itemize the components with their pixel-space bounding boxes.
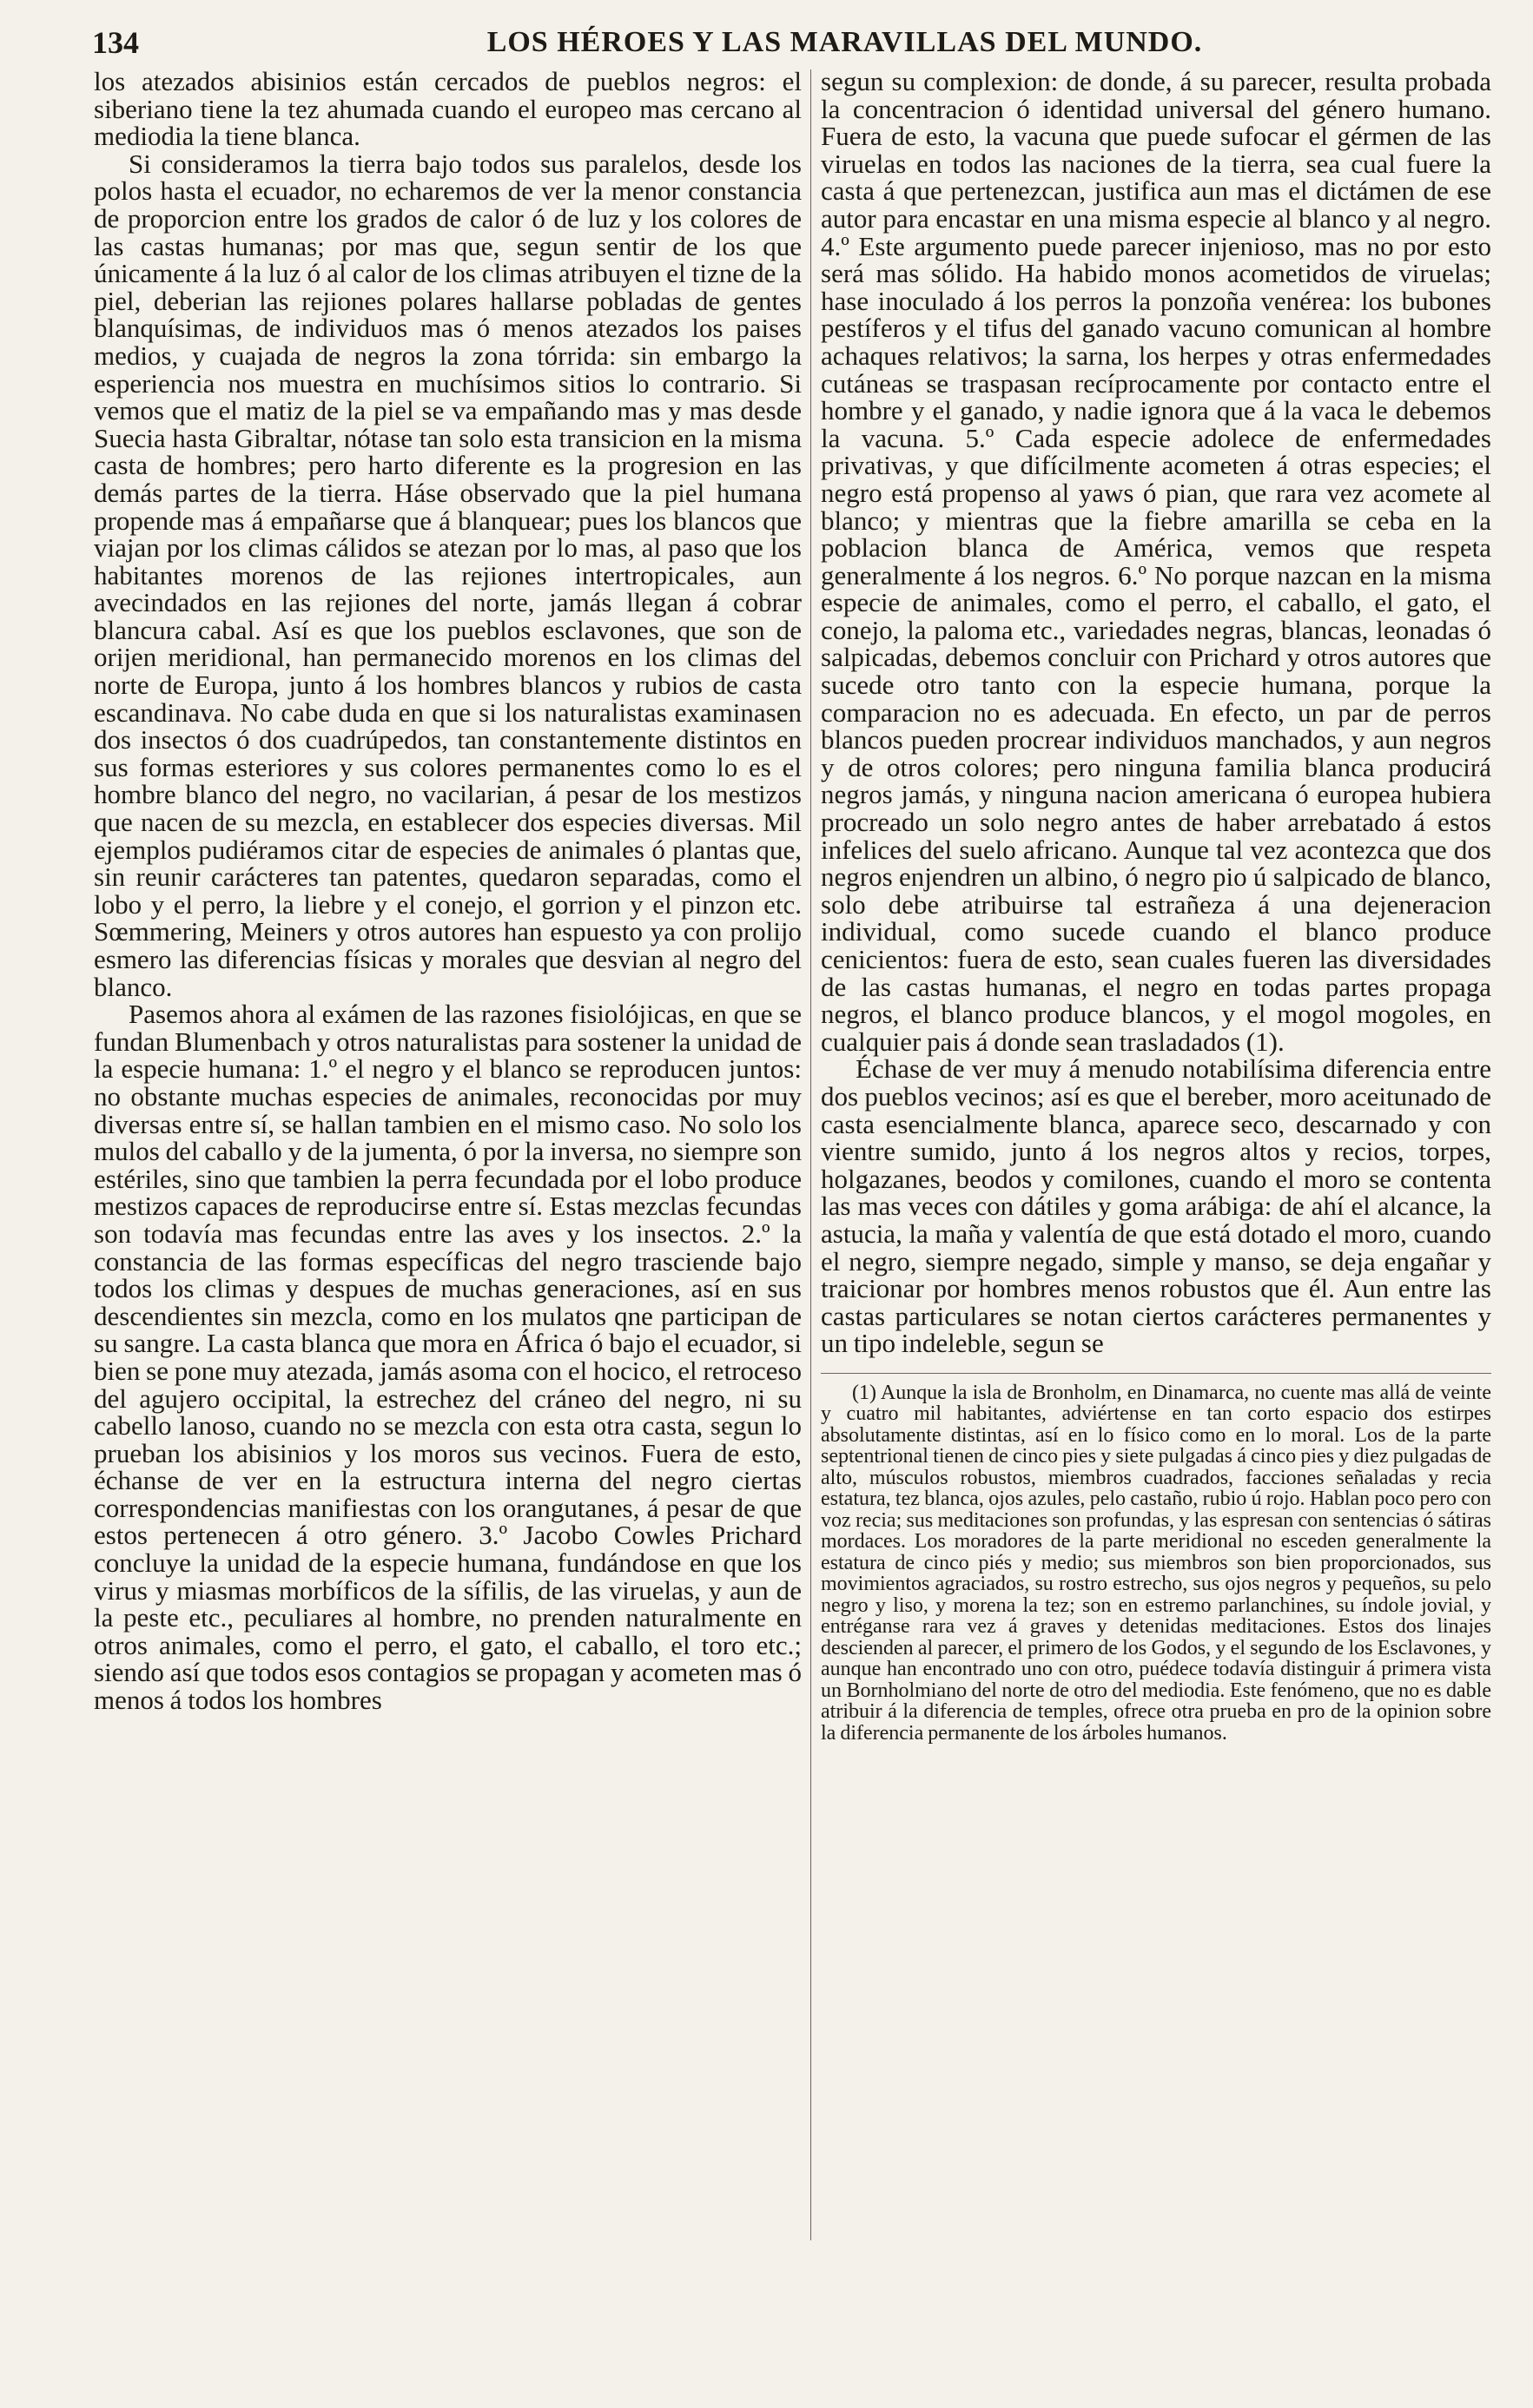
left-paragraph-1: los atezados abisinios están cercados de pueblos negros: el siberiano tiene la tez ahumada cuando el europeo mas cercano al mediodia la tiene blanca. (94, 66, 802, 152)
footnote: (1) Aunque la isla de Bronholm, en Dinamarca, no cuente mas allá de veinte y cuatro mil habitantes, adviértense en tan corto espacio dos estirpes absolutamente distintas, así en lo físico como en lo moral. Los de la parte septentrional tienen de cinco pies y siete pulgadas á cinco pies y diez pulgadas de alto, músculos robustos, miembros cuadrados, facciones señaladas y recia estatura, tez blanca, ojos azules, pelo castaño, rubio ú rojo. Hablan poco pero con voz recia; sus meditaciones son profundas, y las espresan con sentencias ó sátiras mordaces. Los moradores de la parte meridional no esceden generalmente la estatura de cinco piés y medio; sus miembros son bien proporcionados, sus movimientos agraciados, su rostro estrecho, sus ojos negros y pequeños, su pelo negro y liso, y morena la tez; son en estremo parlanchines, su índole jovial, y entréganse rara vez á graves y detenidas meditaciones. Estos dos linajes descienden al parecer, el primero de los Godos, y el segundo de los Esclavones, y aunque han encontrado uno con otro, puédece todavía distinguir á primera vista un Bornholmiano del norte de otro del mediodia. Este fenómeno, que no es dable atribuir á la diferencia de temples, ofrece otra prueba en pro de la opinion sobre la diferencia permanente de los árboles humanos. (821, 1381, 1491, 1745)
left-paragraph-2: Si consideramos la tierra bajo todos sus paralelos, desde los polos hasta el ecuador, no echaremos de ver la menor constancia de proporcion entre los grados de calor ó de luz y los colores de las castas humanas; por mas que, segun sentir de los que únicamente á la luz ó al calor de los climas atribuyen el tizne de la piel, deberian las rejiones polares hallarse pobladas de gentes blanquísimas, de individuos mas ó menos atezados los paises medios, y cuajada de negros la zona tórrida: sin embargo la esperiencia nos muestra en muchísimos sitios lo contrario. Si vemos que el matiz de la piel se va empañando mas y mas desde Suecia hasta Gibraltar, nótase tan solo esta transicion en la misma casta de hombres; pero harto diferente es la progresion en las demás partes de la tierra. Háse observado que la piel humana propende mas á empañarse que á blanquear; pues los blancos que viajan por los climas cálidos se atezan por lo mas, al paso que los habitantes morenos de las rejiones intertropicales, aun avecindados en las rejiones del norte, jamás llegan á cobrar blancura cabal. Así es que los pueblos esclavones, que son de orijen meridional, han permanecido morenos en los climas del norte de Europa, junto á los hombres blancos y rubios de casta escandinava. No cabe duda en que si los naturalistas examinasen dos insectos ó dos cuadrúpedos, tan constantemente distintos en sus formas esteriores y sus colores permanentes como lo es el hombre blanco del negro, no vacilarian, á pesar de los mestizos que nacen de su mezcla, en establecer dos especies diversas. Mil ejemplos pudiéramos citar de especies de animales ó plantas que, sin reunir carácteres tan patentes, quedaron separadas, como el lobo y el perro, la liebre y el conejo, el gorrion y el pinzon etc. Sœmmering, Meiners y otros autores han espuesto ya con prolijo esmero las diferencias físicas y morales que desvian al negro del blanco. (94, 148, 802, 1002)
page-number: 134 (92, 25, 139, 60)
left-column (94, 68, 802, 1714)
right-body (821, 68, 1491, 1357)
running-title: LOS HÉROES Y LAS MARAVILLAS DEL MUNDO. (486, 26, 1203, 58)
page-header (87, 24, 1498, 68)
footnote-rule (821, 1373, 1491, 1374)
left-paragraph-3: Pasemos ahora al exámen de las razones fisiolójicas, en que se fundan Blumenbach y otros naturalistas para sostener la unidad de la especie humana: 1.º el negro y el blanco se reproducen juntos: no obstante muchas especies de animales, reconocidas por muy diversas entre sí, se hallan tambien en el mismo caso. No solo los mulos del caballo y de la jumenta, ó por la inversa, no siempre son estériles, sino que tambien la perra fecundada por el lobo produce mestizos capaces de reproducirse entre sí. Estas mezclas fecundas son todavía mas fecundas entre las aves y los insectos. 2.º la constancia de las formas específicas del negro trasciende bajo todos los climas y despues de muchas generaciones, así en sus descendientes sin mezcla, como en los mulatos qne participan de su sangre. La casta blanca que mora en África ó bajo el ecuador, si bien se pone muy atezada, jamás asoma con el hocico, el retroceso del agujero occipital, la estrechez del cráneo del negro, ni su cabello lanoso, cuando no se mezcla con esta otra casta, segun lo prueban los abisinios y los moros sus vecinos. Fuera de esto, échanse de ver en la estructura interna del negro ciertas correspondencias manifiestas con los orangutanes, á pesar de que estos pertenecen á otro género. 3.º Jacobo Cowles Prichard concluye la unidad de la especie humana, fundándose en que los virus y miasmas morbíficos de la sífilis, de las viruelas, y aun de la peste etc., peculiares al hombre, no prenden naturalmente en otros animales, como el perro, el gato, el caballo, el toro etc.; siendo así que todos esos contagios se propagan y acometen mas ó menos á todos los hombres (94, 999, 802, 1716)
right-paragraph-1: segun su complexion: de donde, á su parecer, resulta probada la concentracion ó identidad universal del género humano. Fuera de esto, la vacuna que puede sufocar el gérmen de las viruelas en todos las naciones de la tierra, sea cual fuere la casta á que pertenezcan, justifica aun mas el dictámen de ese autor para encastar en una misma especie al blanco y al negro. 4.º Este argumento puede parecer injenioso, mas no por esto será mas sólido. Ha habido monos acometidos de viruelas; hase inoculado á los perros la ponzoña venérea: los bubones pestíferos y el tifus del ganado vacuno comunican al hombre achaques relativos; la sarna, los herpes y otras enfermedades cutáneas se traspasan recíprocamente por contacto entre el hombre y el ganado, y nadie ignora que á la vaca le debemos la vacuna. 5.º Cada especie adolece de enfermedades privativas, y que difícilmente acometen á otras especies; el negro está propenso al yaws ó pian, que rara vez acomete al blanco; y mientras que la fiebre amarilla se ceba en la poblacion blanca de América, vemos que respeta generalmente á los negros. 6.º No porque nazcan en la misma especie de animales, como el perro, el caballo, el gato, el conejo, la paloma etc., variedades negras, blancas, leonadas ó salpicadas, debemos concluir con Prichard y otros autores que sucede otro tanto con la especie humana, porque la comparacion no es adecuada. En efecto, un par de perros blancos pueden procrear individuos manchados, y aun negros y de otros colores; pero ninguna familia blanca producirá negros jamás, y ninguna nacion americana ó europea hubiera procreado un solo negro antes de haber arrebatado á estos infelices del suelo africano. Aunque tal vez acontezca que dos negros enjendren un albino, ó negro pio ú salpicado de blanco, solo debe atribuirse tal estrañeza á una dejeneracion individual, como sucede cuando el blanco produce cenicientos: fuera de esto, sean cuales fueren las diversidades de las castas humanas, el negro en todas partes propaga negros, el blanco produce blancos, y el mogol mogoles, en cualquier pais á donde sean trasladados (1). (821, 66, 1491, 1057)
right-column (821, 68, 1491, 1744)
column-divider (810, 69, 811, 2240)
right-paragraph-2: Échase de ver muy á menudo notabilísima diferencia entre dos pueblos vecinos; así es que el bereber, moro aceitunado de casta esencialmente blanca, aparece seco, descarnado y con vientre sumido, junto á los negros altos y recios, torpes, holgazanes, beodos y comilones, cuando el moro se contenta las mas veces con dátiles y goma arábiga: de ahí el alcance, la astucia, la maña y valentía de que está dotado el moro, cuando el negro, siempre negado, simple y manso, se deja engañar y traicionar por hombres menos robustos que él. Aun entre las castas particulares se notan ciertos carácteres permanentes y un tipo indeleble, segun se (821, 1053, 1491, 1359)
